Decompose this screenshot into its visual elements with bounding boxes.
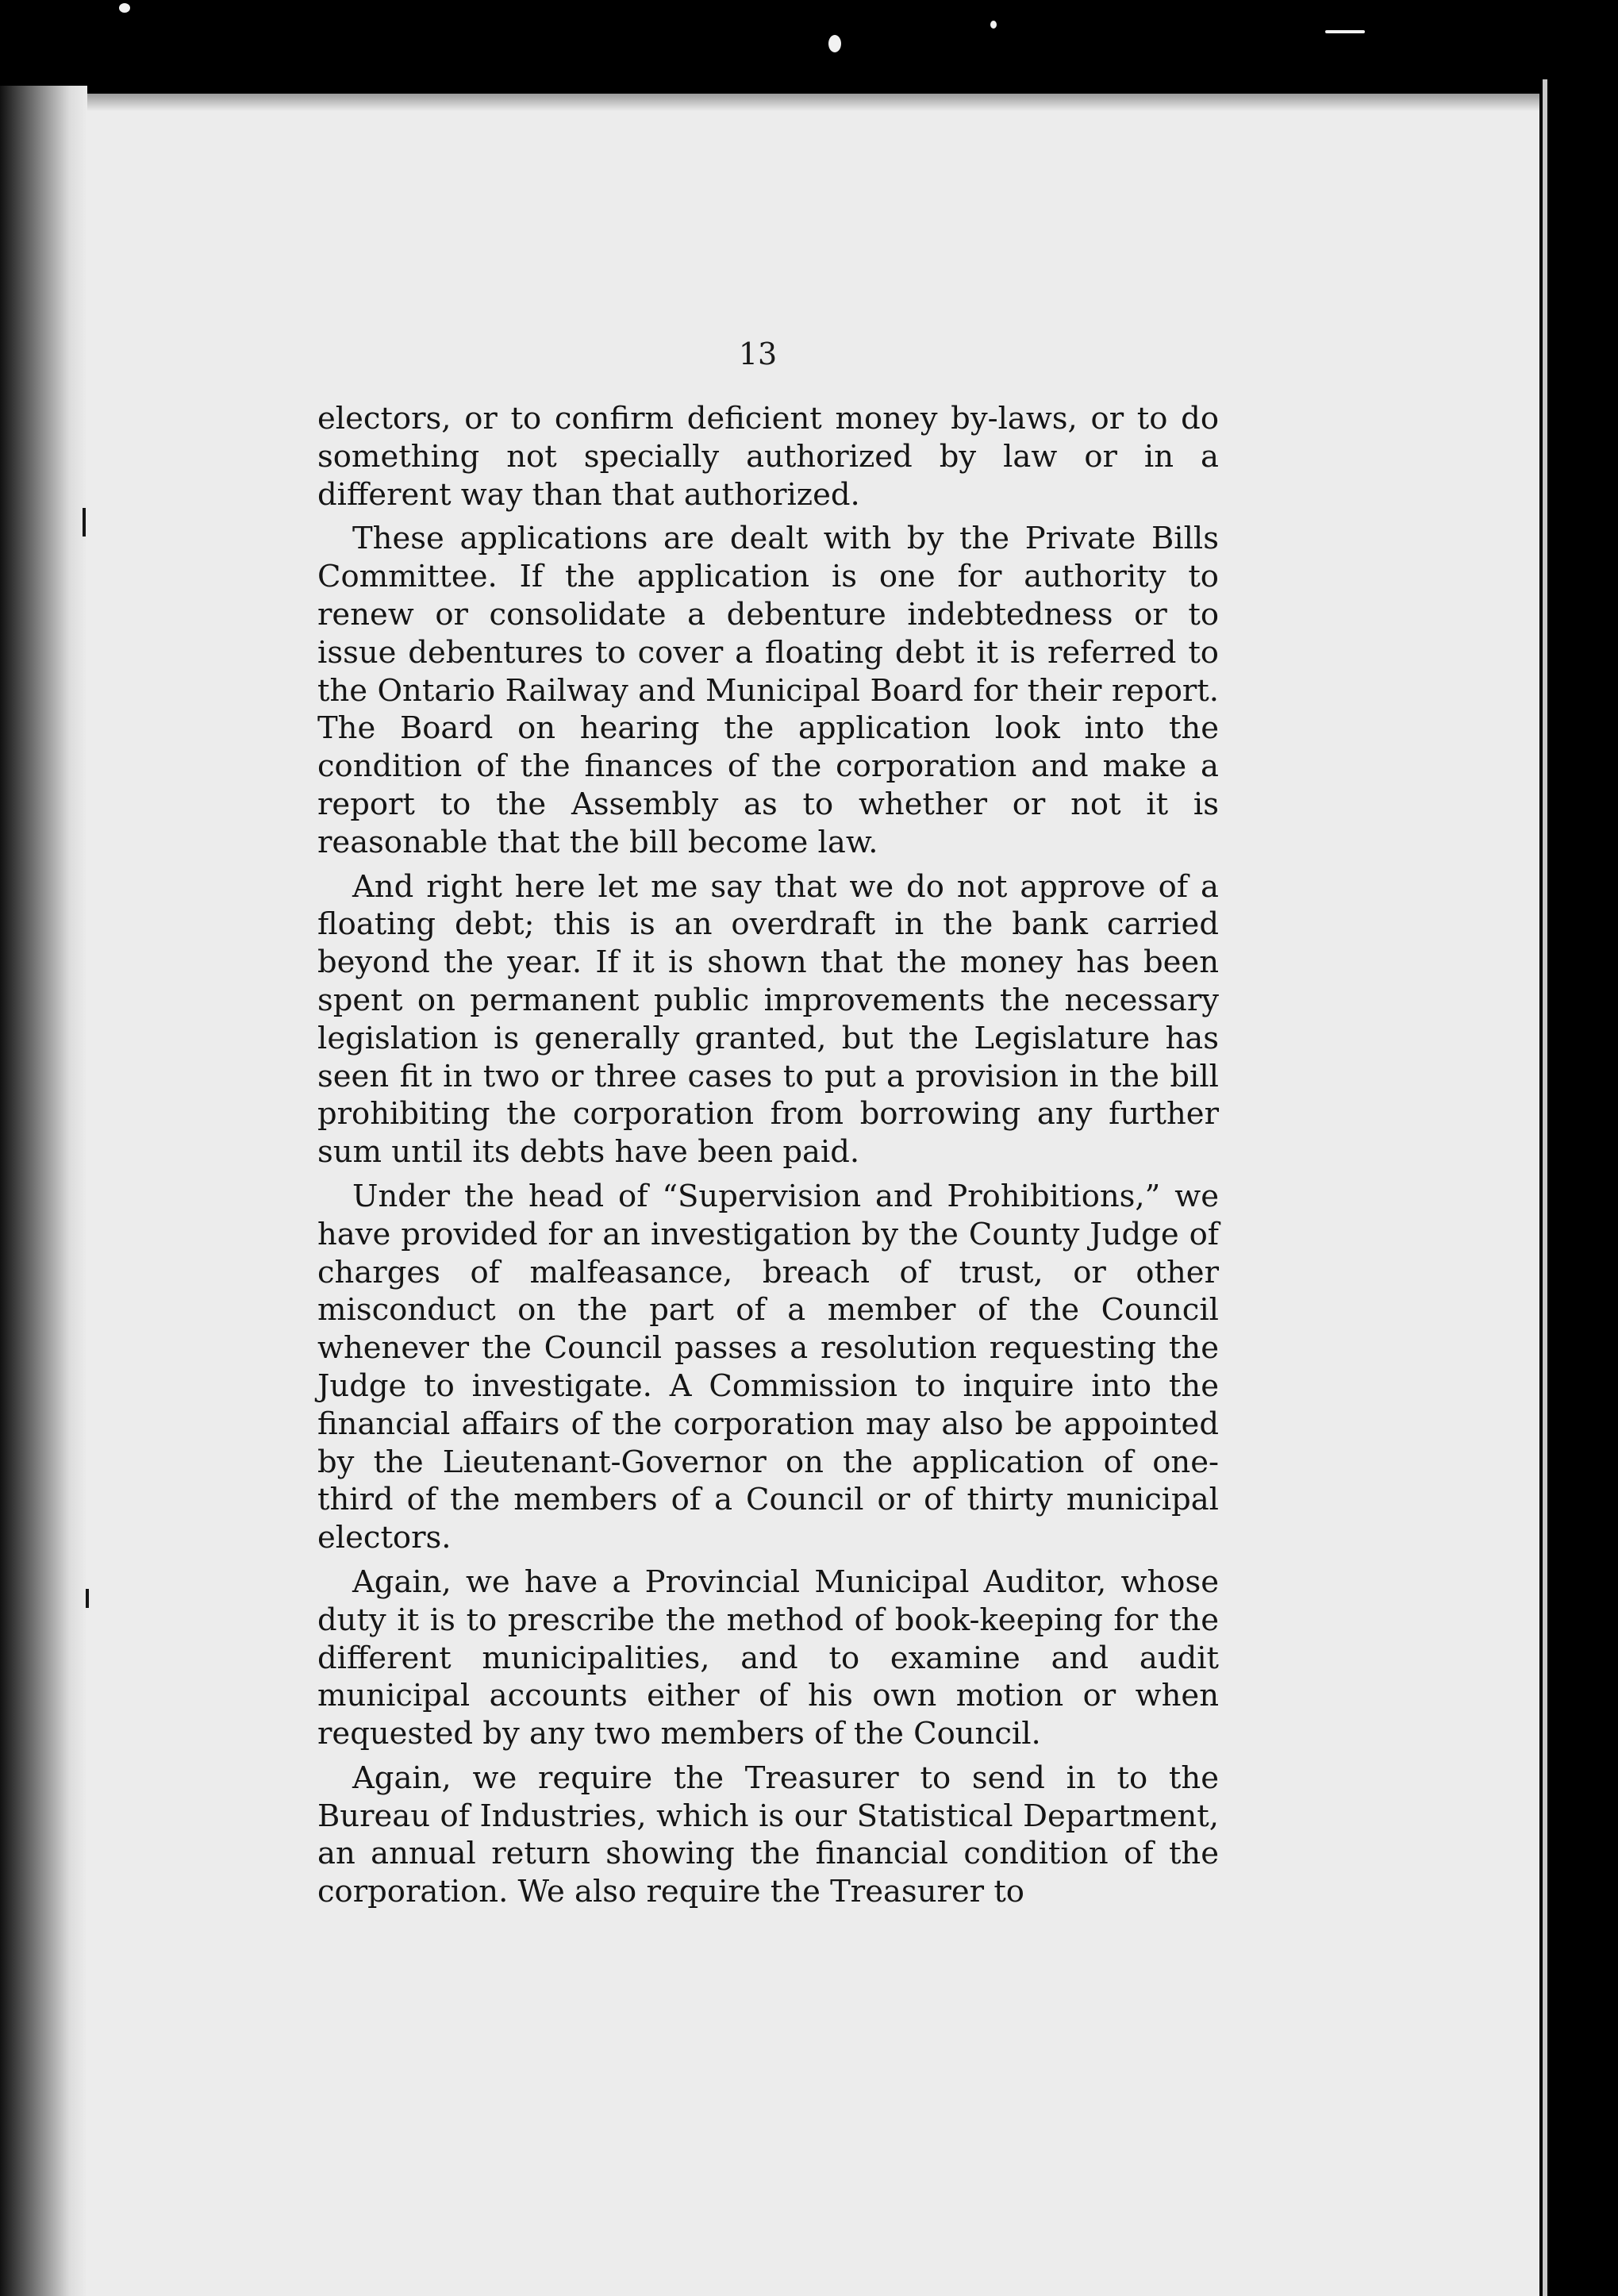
page-right-edge [1543,79,1547,2296]
margin-mark [86,1589,89,1608]
body-text [317,400,1219,1917]
paragraph: Again, we have a Provincial Municipal Auditor, whose duty it is to prescribe the method of book-keeping for the different municipalities, and to examine and audit municipal accounts either of his own motion or when requested by any two members of the Council. [317,1563,1219,1752]
paragraph: electors, or to confirm deficient money by-laws, or to do something not specially authorized by law or in a different way than that authorized. [317,401,1219,513]
scan-speck [828,35,841,52]
page-top-shadow [84,94,1547,111]
paragraph: Under the head of “Supervision and Prohibitions,” we have provided for an investigation by the County Judge of charges of malfeasance, breach of trust, or other misconduct on the part of a member of the Council whenever the Council passes a resolution requesting the Judge to investigate. A Commission to inquire into the financial affairs of the corporation may also be appointed by the Lieutenant-Governor on the application of one-third of the members of a Council or of thirty municipal electors. [317,1178,1219,1556]
scan-speck [990,21,997,29]
book-spine-shadow [0,86,87,2296]
paragraph: These applications are dealt with by the Private Bills Committee. If the application is one for authority to renew or consolidate a debenture indebtedness or to issue debentures to cover a floating debt it is referred to the Ontario Railway and Municipal Board for their report. The Board on hearing the application look into the condition of the finances of the corporation and make a report to the Assembly as to whether or not it is reasonable that the bill become law. [317,521,1219,860]
right-scan-border [1539,79,1618,2296]
page-number: 13 [738,337,778,371]
scan-speck [119,3,130,13]
scan-speck [1325,30,1365,33]
paragraph: And right here let me say that we do not approve of a floating debt; this is an overdraft in the bank carried beyond the year. If it is shown that the money has been spent on permanent public improvements the necessary legislation is generally granted, but the Legislature has seen fit in two or three cases to put a provision in the bill prohibiting the corporation from borrowing any further sum until its debts have been paid. [317,868,1219,1171]
paragraph: Again, we require the Treasurer to send in to the Bureau of Industries, which is our Statistical Department, an annual return showing the financial condition of the corporation. We also require the Treasurer to [317,1759,1219,1910]
margin-mark [83,508,86,537]
